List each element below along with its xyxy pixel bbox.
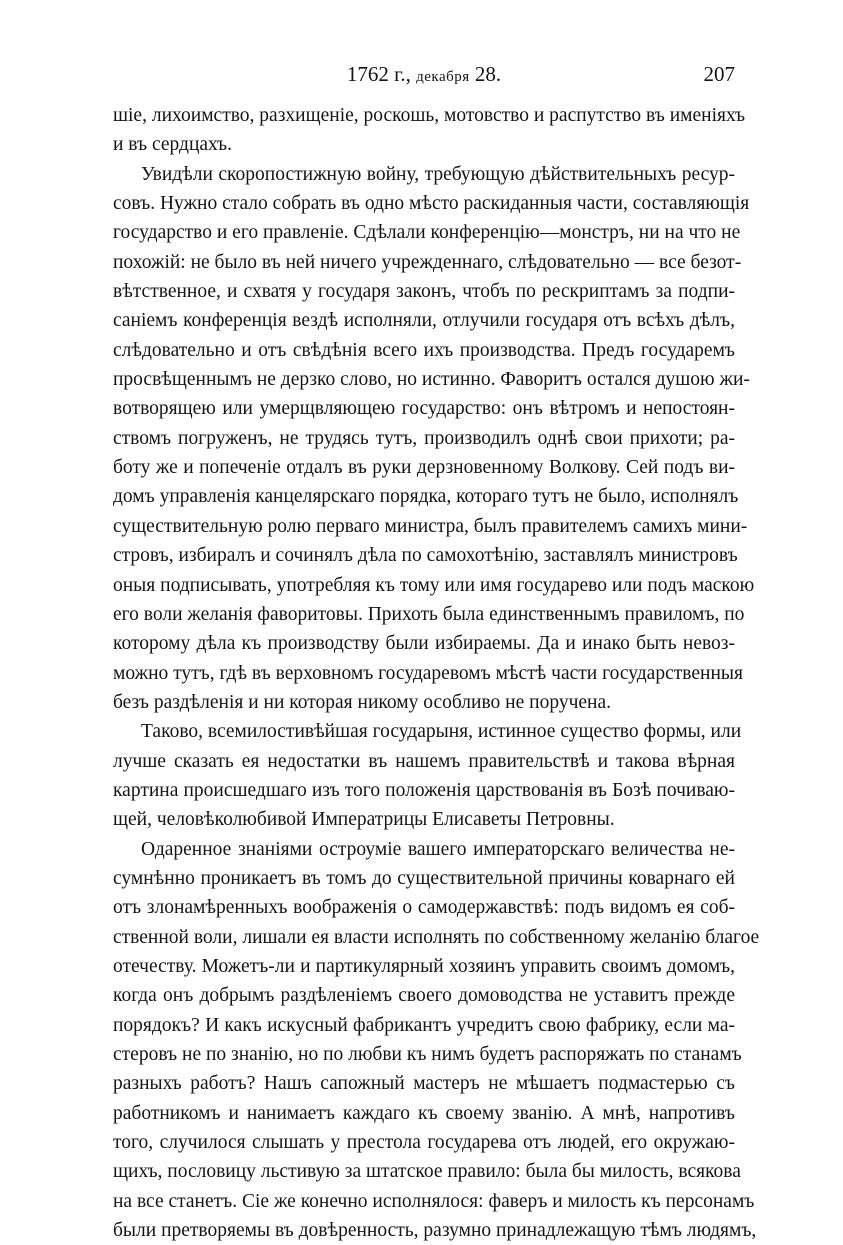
text-line: похожій: не было въ ней ничего учрежденнаго, слѣдовательно — все безот- (113, 251, 742, 273)
text-line: ствомъ погруженъ, не трудясь тутъ, производилъ однѣ свои прихоти; ра- (113, 427, 735, 449)
text-line: слѣдовательно и отъ свѣдѣнія всего ихъ производства. Предъ государемъ (113, 339, 735, 361)
text-line: разныхъ работъ? Нашъ сапожный мастеръ не мѣшаетъ подмастерью съ (113, 1073, 735, 1095)
text-line: того, случилося слышать у престола государева отъ людей, его окружаю- (113, 1132, 735, 1154)
text-line: Таково, всемилостивѣйшая государыня, истинное существо формы, или (141, 721, 742, 743)
text-line: на все станетъ. Сіе же конечно исполнялося: фаверъ и милость къ персонамъ (113, 1190, 755, 1212)
paragraph (113, 160, 755, 718)
text-line: вотворящею или умерщвляющею государство: онъ вѣтромъ и непостоян- (113, 398, 735, 420)
text-line: совъ. Нужно стало собрать въ одно мѣсто раскиданныя части, составляющія (113, 193, 750, 215)
header-day: 28. (474, 62, 502, 86)
text-line: картина происшедшаго изъ того положенія царствованія въ Бозѣ почиваю- (113, 779, 735, 801)
paragraph (113, 835, 760, 1245)
text-line: безъ раздѣленія и ни которая никому особливо не поручена. (113, 691, 611, 713)
text-line: существительную ролю перваго министра, былъ правителемъ самихъ мини- (113, 515, 748, 537)
text-line: шіе, лихоимство, разхищеніе, роскошь, мотовство и распутство въ именіяхъ (113, 105, 746, 126)
page-body (113, 101, 760, 1245)
text-line: лучше сказать ея недостатки въ нашемъ правительствѣ и такова вѣрная (113, 750, 735, 772)
text-line: стровъ, избиралъ и сочинялъ дѣла по самохотѣнію, заставлялъ министровъ (113, 545, 738, 567)
paragraph (113, 717, 742, 834)
text-line: порядокъ? И какъ искусный фабрикантъ учредитъ свою фабрику, если ма- (113, 1014, 735, 1036)
text-line: государство и его правленіе. Сдѣлали конференцію—монстръ, ни на что не (113, 222, 741, 244)
header-year: 1762 г., (346, 62, 411, 86)
text-line: и въ сердцахъ. (113, 134, 233, 156)
text-line: его воли желанія фаворитовы. Прихоть была единственнымъ правиломъ, по (113, 603, 745, 625)
text-line: оныя подписывать, употребляя къ тому или имя государево или подъ маскою (113, 574, 755, 596)
paragraph (113, 101, 746, 160)
text-line: стеровъ не по знанію, но по любви къ нимъ будетъ распоряжать по станамъ (113, 1044, 742, 1065)
text-line: щей, человѣколюбивой Императрицы Елисаветы Петровны. (113, 809, 615, 831)
text-line: саніемъ конференція вездѣ исполняли, отлучили государя отъ всѣхъ дѣлъ, (113, 310, 735, 332)
text-line: работникомъ и нанимаетъ каждаго къ своему званію. А мнѣ, напротивъ (113, 1102, 735, 1124)
text-line: Одаренное знаніями остроуміе вашего императорскаго величества не- (141, 838, 735, 860)
page-number: 207 (703, 62, 735, 86)
text-line: когда онъ добрымъ раздѣленіемъ своего домоводства не уставитъ прежде (113, 985, 735, 1007)
text-line: отечеству. Можетъ-ли и партикулярный хозяинъ управить своимъ домомъ, (113, 955, 735, 977)
text-line: сумнѣнно проникаетъ въ томъ до существительной причины коварнаго ей (113, 867, 735, 889)
text-line: были претворяемы въ довѣренность, разумно принадлежащую тѣмъ людямъ, (113, 1220, 757, 1242)
header-month: декабря (416, 69, 470, 85)
text-line: щихъ, пословицу льстивую за штатское правило: была бы милость, всякова (113, 1161, 741, 1183)
text-line: ственной воли, лишали ея власти исполнять по собственному желанію благое (113, 926, 760, 948)
text-line: боту же и попеченіе отдалъ въ руки дерзновенному Волкову. Сей подъ ви- (113, 457, 735, 479)
text-line: отъ злонамѣренныхъ воображенія о самодержавствѣ: подъ видомъ ея соб- (113, 897, 735, 919)
text-line: вѣтственное, и схватя у государя законъ, чтобъ по рескриптамъ за подпи- (113, 281, 735, 303)
text-line: Увидѣли скоропостижную войну, требующую дѣйствительныхъ ресур- (141, 163, 735, 185)
text-line: просвѣщеннымъ не дерзко слово, но истинно. Фаворитъ остался душою жи- (113, 369, 750, 391)
header-date (113, 62, 735, 87)
text-line: которому дѣла къ производству были избираемы. Да и инако быть невоз- (113, 633, 735, 655)
running-header (113, 62, 735, 92)
text-line: домъ управленія канцелярскаго порядка, котораго тутъ не было, исполнялъ (113, 486, 739, 508)
text-line: можно тутъ, гдѣ въ верховномъ государевомъ мѣстѣ части государственныя (113, 662, 743, 684)
